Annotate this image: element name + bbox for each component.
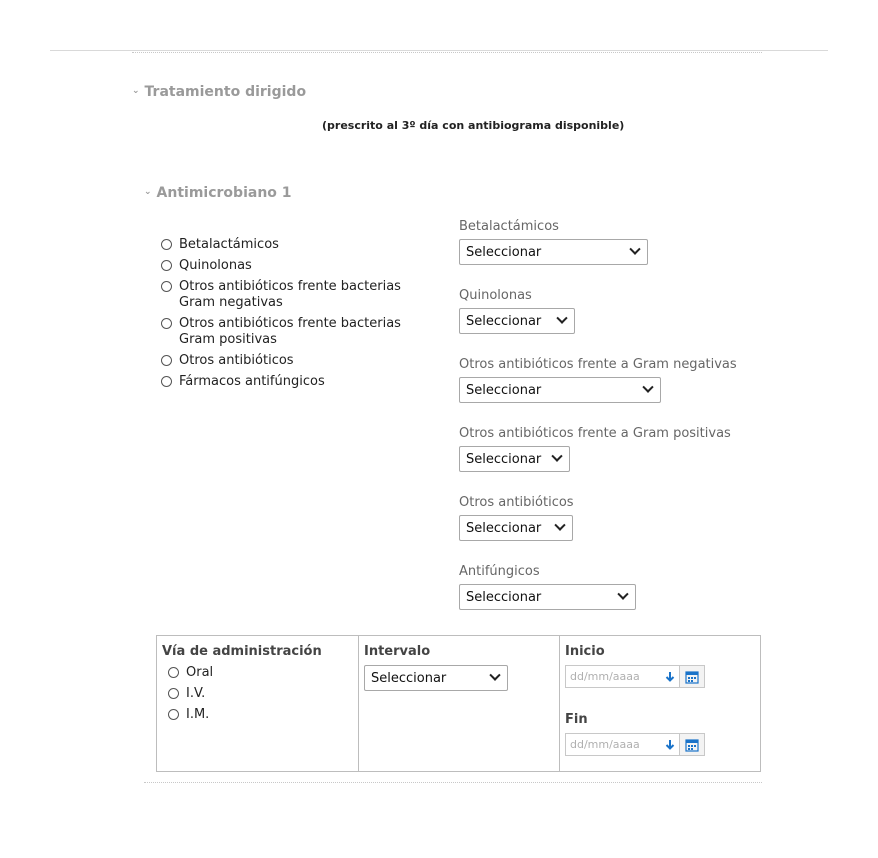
- chevron-down-icon: [629, 244, 640, 255]
- antifungicos-select[interactable]: [459, 584, 636, 610]
- chevron-down-icon: [642, 382, 653, 393]
- down-arrow-icon[interactable]: [663, 738, 677, 752]
- subsection-header-antimicrobiano[interactable]: [144, 185, 292, 201]
- radio-label: Oral: [186, 665, 214, 680]
- administration-table: [156, 635, 761, 772]
- radio-button[interactable]: [161, 376, 172, 387]
- section-bottom-divider: [144, 782, 762, 783]
- chevron-down-icon: [617, 589, 628, 600]
- subsection-title: Antimicrobiano 1: [156, 185, 292, 201]
- calendar-button[interactable]: [680, 665, 705, 688]
- column-divider: [559, 636, 560, 771]
- radio-option-gram-positivas[interactable]: [161, 316, 436, 348]
- select-value: Seleccionar: [466, 520, 542, 536]
- radio-button[interactable]: [161, 260, 172, 271]
- end-date-control: [565, 733, 705, 756]
- date-placeholder: dd/mm/aaaa: [570, 738, 640, 751]
- calendar-icon: [685, 738, 699, 752]
- route-option-iv[interactable]: [168, 686, 213, 702]
- radio-button[interactable]: [161, 281, 172, 292]
- quinolonas-select[interactable]: [459, 308, 575, 334]
- radio-button[interactable]: [161, 239, 172, 250]
- chevron-down-icon: ⌄: [132, 86, 140, 96]
- antifungicos-label: Antifúngicos: [459, 564, 540, 579]
- select-value: Seleccionar: [466, 244, 542, 260]
- calendar-icon: [685, 670, 699, 684]
- date-placeholder: dd/mm/aaaa: [570, 670, 640, 683]
- chevron-down-icon: ⌄: [144, 187, 152, 197]
- select-value: Seleccionar: [466, 589, 542, 605]
- otros-antibioticos-select[interactable]: [459, 515, 573, 541]
- end-date-input[interactable]: [565, 733, 680, 756]
- interval-header: Intervalo: [364, 644, 431, 659]
- radio-option-quinolonas[interactable]: [161, 258, 436, 274]
- otros-antibioticos-label: Otros antibióticos: [459, 495, 574, 510]
- chevron-down-icon: [554, 520, 565, 531]
- radio-option-antifungicos[interactable]: [161, 374, 436, 390]
- start-date-header: Inicio: [565, 644, 605, 659]
- interval-select[interactable]: [364, 665, 508, 691]
- select-value: Seleccionar: [371, 670, 447, 686]
- radio-button[interactable]: [168, 667, 179, 678]
- betalactamicos-label: Betalactámicos: [459, 219, 559, 234]
- route-radio-group: [168, 665, 213, 723]
- section-top-divider: [132, 52, 762, 53]
- select-value: Seleccionar: [466, 451, 542, 467]
- radio-label: Fármacos antifúngicos: [179, 374, 325, 389]
- radio-label: Otros antibióticos frente bacterias Gram negativas: [179, 279, 401, 310]
- gram-negativas-label: Otros antibióticos frente a Gram negativas: [459, 357, 737, 372]
- antimicrobial-type-radio-group: [161, 237, 436, 390]
- chevron-down-icon: [556, 313, 567, 324]
- chevron-down-icon: [551, 451, 562, 462]
- column-divider: [358, 636, 359, 771]
- down-arrow-icon[interactable]: [663, 670, 677, 684]
- radio-option-betalactamicos[interactable]: [161, 237, 436, 253]
- radio-label: Quinolonas: [179, 258, 252, 273]
- radio-label: I.M.: [186, 707, 210, 722]
- radio-option-gram-negativas[interactable]: [161, 279, 436, 311]
- radio-label: Otros antibióticos frente bacterias Gram positivas: [179, 316, 401, 347]
- radio-button[interactable]: [161, 318, 172, 329]
- radio-button[interactable]: [161, 355, 172, 366]
- end-date-header: Fin: [565, 712, 588, 727]
- start-date-control: [565, 665, 705, 688]
- section-subtitle: (prescrito al 3º día con antibiograma disponible): [322, 119, 625, 132]
- radio-option-otros-antibioticos[interactable]: [161, 353, 436, 369]
- radio-button[interactable]: [168, 688, 179, 699]
- chevron-down-icon: [489, 670, 500, 681]
- gram-negativas-select[interactable]: [459, 377, 661, 403]
- radio-label: I.V.: [186, 686, 206, 701]
- route-option-oral[interactable]: [168, 665, 213, 681]
- gram-positivas-label: Otros antibióticos frente a Gram positivas: [459, 426, 731, 441]
- section-title: Tratamiento dirigido: [144, 84, 307, 100]
- radio-label: Otros antibióticos: [179, 353, 294, 368]
- calendar-button[interactable]: [680, 733, 705, 756]
- gram-positivas-select[interactable]: [459, 446, 570, 472]
- route-option-im[interactable]: [168, 707, 213, 723]
- start-date-input[interactable]: [565, 665, 680, 688]
- radio-button[interactable]: [168, 709, 179, 720]
- section-header-tratamiento[interactable]: [132, 84, 306, 100]
- radio-label: Betalactámicos: [179, 237, 279, 252]
- select-value: Seleccionar: [466, 382, 542, 398]
- route-header: Vía de administración: [162, 644, 322, 659]
- top-divider: [50, 50, 828, 51]
- betalactamicos-select[interactable]: [459, 239, 648, 265]
- select-value: Seleccionar: [466, 313, 542, 329]
- quinolonas-label: Quinolonas: [459, 288, 532, 303]
